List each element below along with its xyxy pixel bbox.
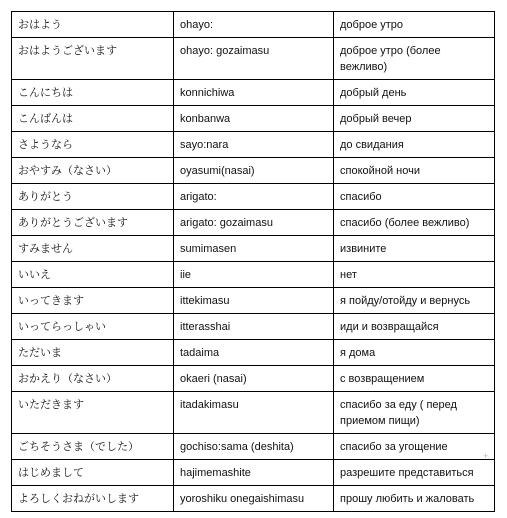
japanese-cell: こんばんは: [12, 106, 174, 132]
romaji-cell: yoroshiku onegaishimasu: [174, 486, 334, 512]
japanese-cell: はじめまして: [12, 460, 174, 486]
romaji-cell: konnichiwa: [174, 80, 334, 106]
japanese-cell: おはようございます: [12, 38, 174, 80]
japanese-cell: いってらっしゃい: [12, 314, 174, 340]
russian-cell: спасибо за еду ( перед приемом пищи): [334, 392, 495, 434]
russian-cell: спасибо: [334, 184, 495, 210]
romaji-cell: okaeri (nasai): [174, 366, 334, 392]
table-row: [12, 106, 495, 132]
russian-cell: доброе утро (более вежливо): [334, 38, 495, 80]
romaji-cell: sayo:nara: [174, 132, 334, 158]
table-row: [12, 38, 495, 80]
romaji-cell: ohayo:: [174, 12, 334, 38]
romaji-cell: arigato: gozaimasu: [174, 210, 334, 236]
japanese-cell: おやすみ（なさい）: [12, 158, 174, 184]
japanese-cell: ごちそうさま（でした）: [12, 434, 174, 460]
table-row: [12, 314, 495, 340]
russian-cell: я дома: [334, 340, 495, 366]
russian-cell: добрый вечер: [334, 106, 495, 132]
table-row: [12, 434, 495, 460]
russian-cell: нет: [334, 262, 495, 288]
table-row: [12, 132, 495, 158]
japanese-cell: すみません: [12, 236, 174, 262]
margin-marker: +: [483, 451, 489, 461]
phrase-table-container: [11, 11, 494, 512]
romaji-cell: konbanwa: [174, 106, 334, 132]
russian-cell: прошу любить и жаловать: [334, 486, 495, 512]
romaji-cell: oyasumi(nasai): [174, 158, 334, 184]
russian-cell: добрый день: [334, 80, 495, 106]
table-row: [12, 80, 495, 106]
japanese-cell: おはよう: [12, 12, 174, 38]
japanese-cell: おかえり（なさい）: [12, 366, 174, 392]
russian-cell: до свидания: [334, 132, 495, 158]
table-row: [12, 340, 495, 366]
japanese-cell: いただきます: [12, 392, 174, 434]
romaji-cell: hajimemashite: [174, 460, 334, 486]
romaji-cell: iie: [174, 262, 334, 288]
russian-cell: я пойду/отойду и вернусь: [334, 288, 495, 314]
table-row: [12, 460, 495, 486]
romaji-cell: itterasshai: [174, 314, 334, 340]
japanese-cell: さようなら: [12, 132, 174, 158]
table-row: [12, 262, 495, 288]
japanese-cell: いってきます: [12, 288, 174, 314]
romaji-cell: sumimasen: [174, 236, 334, 262]
russian-cell: доброе утро: [334, 12, 495, 38]
japanese-cell: ありがとう: [12, 184, 174, 210]
table-row: [12, 184, 495, 210]
table-row: [12, 288, 495, 314]
japanese-cell: こんにちは: [12, 80, 174, 106]
japanese-cell: いいえ: [12, 262, 174, 288]
table-row: [12, 158, 495, 184]
romaji-cell: gochiso:sama (deshita): [174, 434, 334, 460]
romaji-cell: tadaima: [174, 340, 334, 366]
russian-cell: разрешите представиться: [334, 460, 495, 486]
phrase-table: [11, 11, 495, 512]
romaji-cell: arigato:: [174, 184, 334, 210]
table-row: [12, 486, 495, 512]
table-row: [12, 12, 495, 38]
romaji-cell: ohayo: gozaimasu: [174, 38, 334, 80]
russian-cell: с возвращением: [334, 366, 495, 392]
russian-cell: спасибо за угощение: [334, 434, 495, 460]
romaji-cell: ittekimasu: [174, 288, 334, 314]
table-row: [12, 366, 495, 392]
japanese-cell: ありがとうございます: [12, 210, 174, 236]
table-row: [12, 236, 495, 262]
japanese-cell: よろしくおねがいします: [12, 486, 174, 512]
russian-cell: спасибо (более вежливо): [334, 210, 495, 236]
russian-cell: иди и возвращайся: [334, 314, 495, 340]
japanese-cell: ただいま: [12, 340, 174, 366]
romaji-cell: itadakimasu: [174, 392, 334, 434]
russian-cell: извините: [334, 236, 495, 262]
table-row: [12, 210, 495, 236]
table-row: [12, 392, 495, 434]
russian-cell: спокойной ночи: [334, 158, 495, 184]
